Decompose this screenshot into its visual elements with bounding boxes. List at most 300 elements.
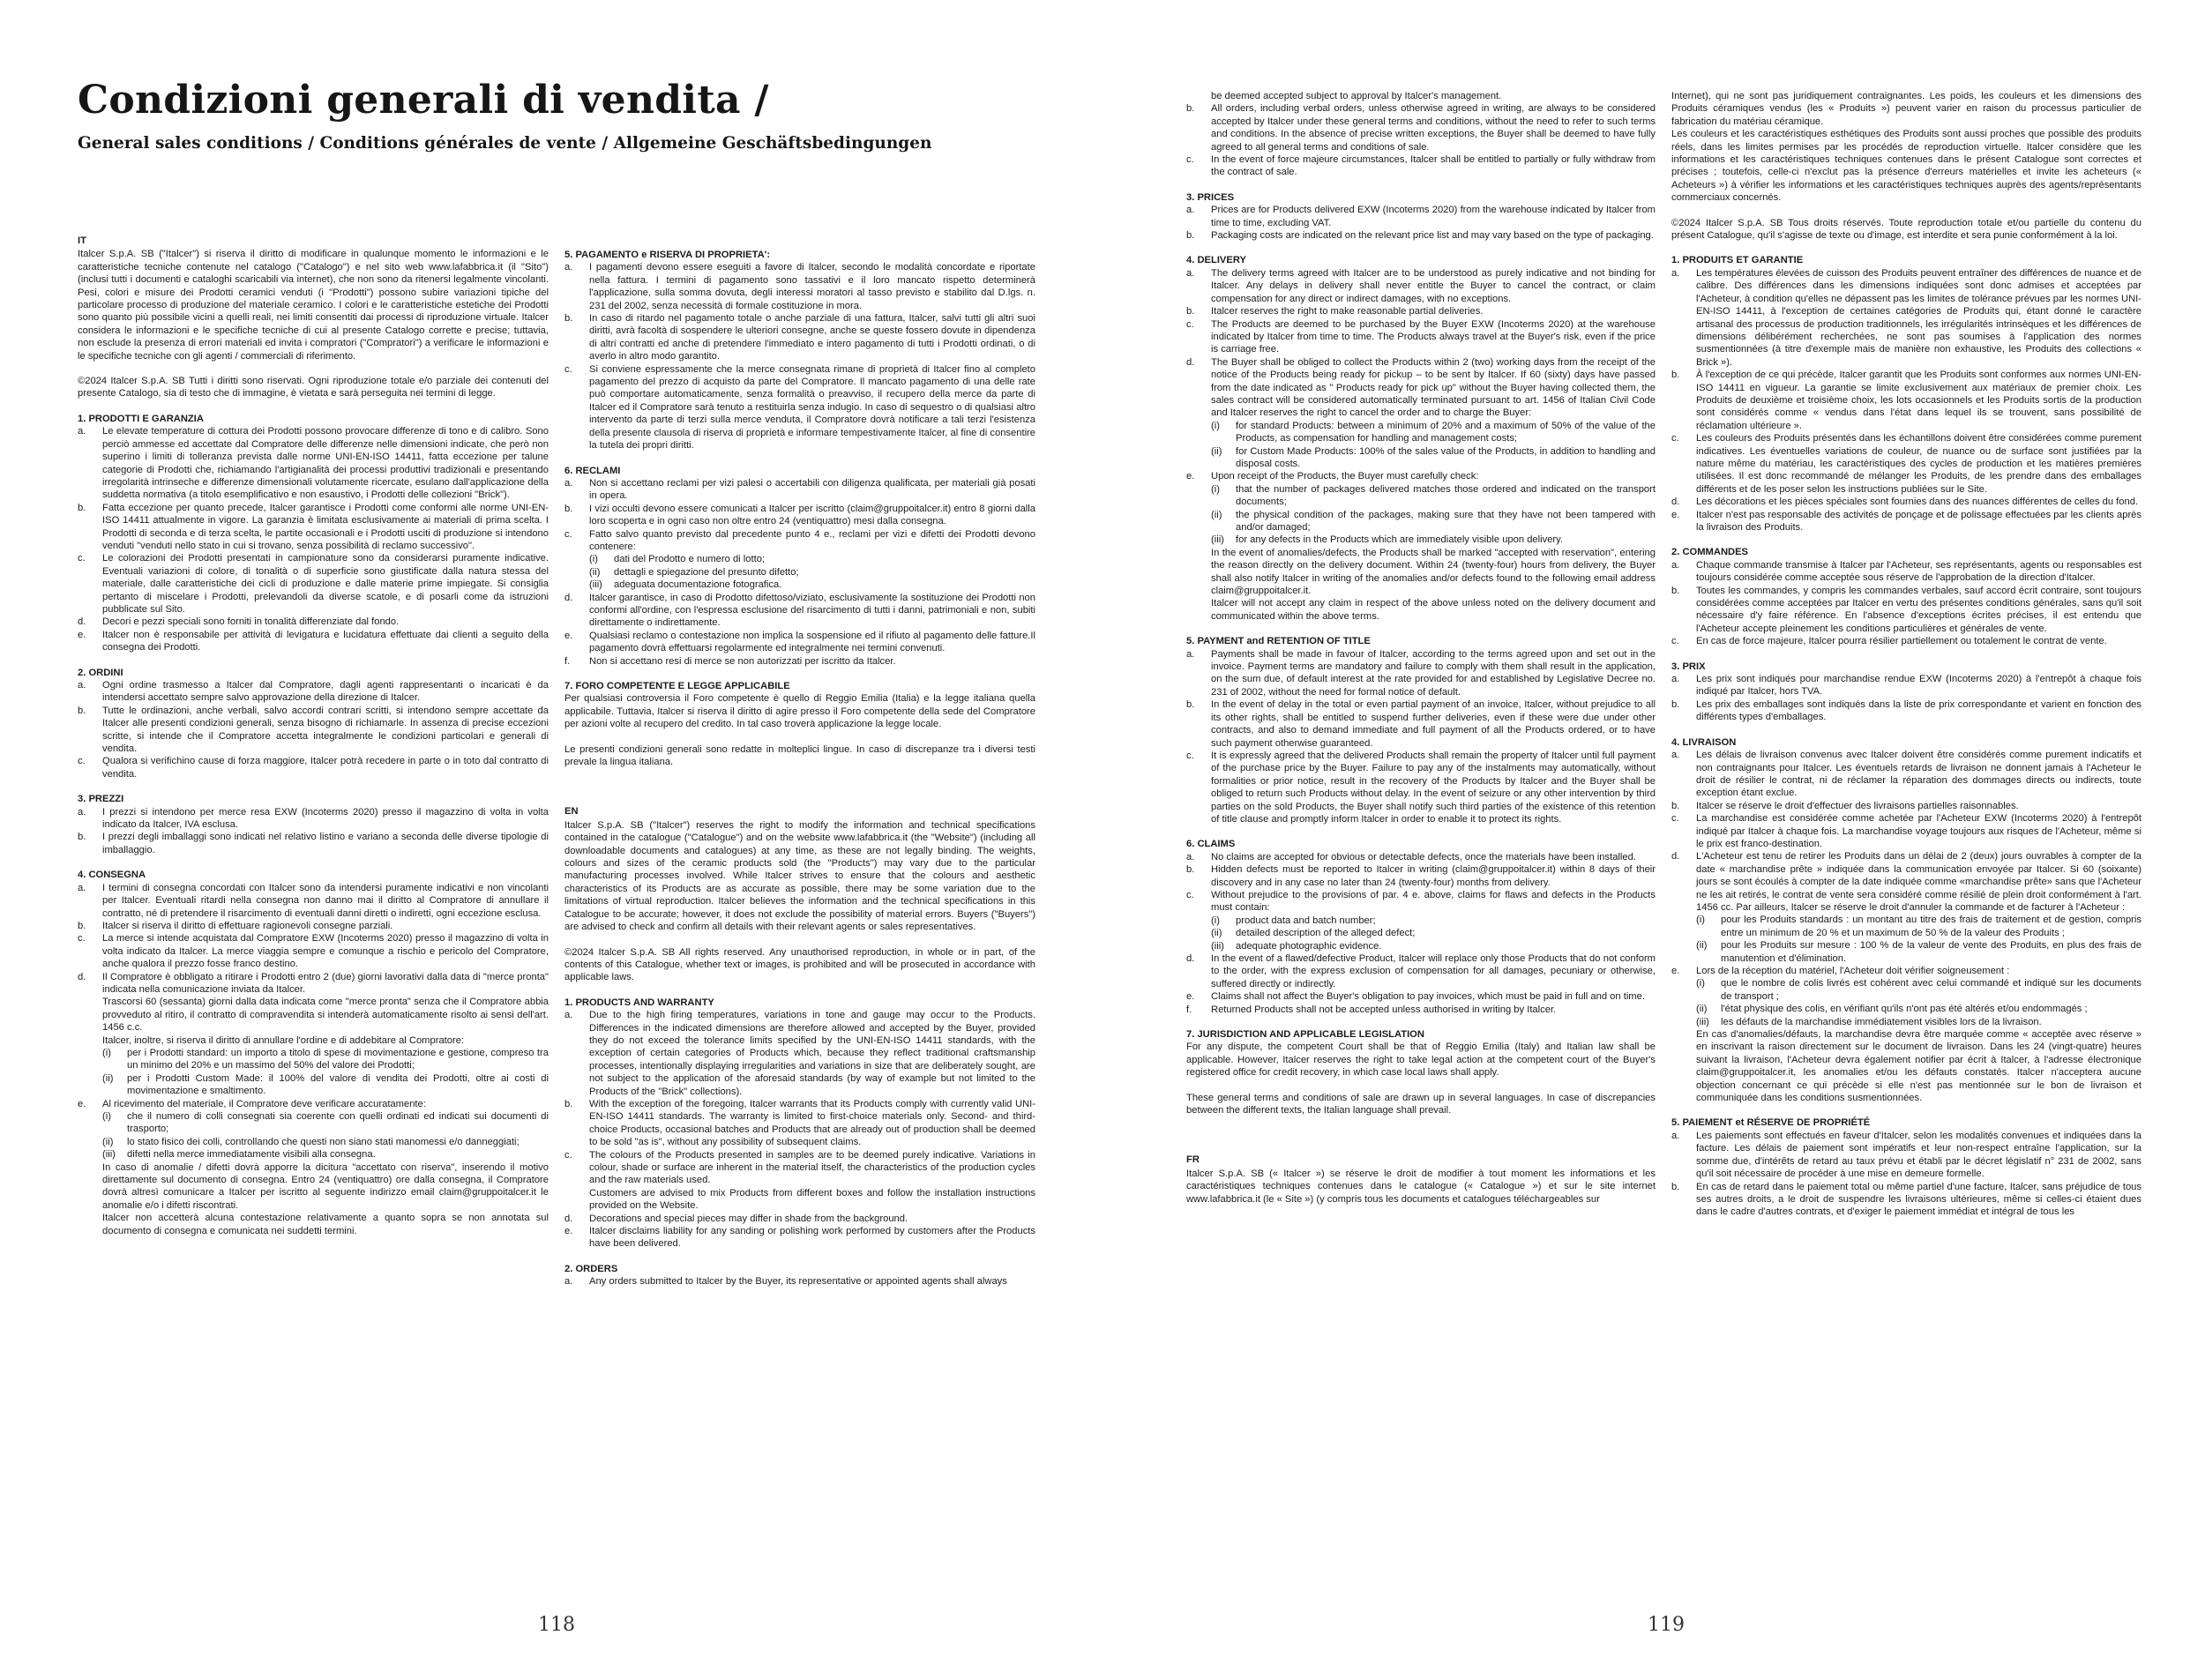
clause-label: (iii) <box>1211 534 1224 546</box>
clause-subitem <box>1211 509 1656 534</box>
clause-text: Fatta eccezione per quanto precede, Italcer garantisce i Prodotti come conformi alle norme UNI-EN-ISO 14411 attualmente in vigore. La garanzia è limitata esclusivamente ai materiali di prima scelta. I Prodotti di seconda e di terza scelta, le partite occasionali e i Prodotti usciti di produzione si intendono venduti "venduti nello stato in cui si trovano, senza possibilità di reclamo successivo". <box>102 502 549 551</box>
clause-text: les défauts de la marchandise immédiatement visibles lors de la livraison. <box>1721 1016 2042 1027</box>
clause-text: Al ricevimento del materiale, il Compratore deve verificare accuratamente: <box>102 1098 426 1109</box>
clause-text: Il Compratore è obbligato a ritirare i Prodotti entro 2 (due) giorni lavorativi dalla data di "merce pronta" indicata nella comunicazione inviata da Italcer. <box>102 971 549 995</box>
clause-text: Chaque commande transmise à Italcer par l'Acheteur, ses représentants, agents ou responsables est toujours considérée comme acceptée sous réserve de l'approbation de la direction d'Italcer. <box>1696 559 2141 584</box>
clause-label: a. <box>1186 205 1195 216</box>
clause-text: Les couleurs des Produits présentés dans les échantillons doivent être considérées comme purement indicatives. Les éventuelles variations de couleur, de nuance ou de surface sont justifiées par la nature même du matériau, les caractéristiques des cycles de production et les matières premières utilisées. Il est donc recommandé de mélanger les Produits, de les prendre dans des emballages différents et de les poser selon les instructions publiées sur le Site. <box>1696 433 2141 495</box>
text-column-1 <box>78 235 549 1637</box>
clause-item <box>1671 1181 2141 1219</box>
section-heading: 1. PRODOTTI E GARANZIA <box>78 413 204 424</box>
clause-text: The colours of the Products presented in samples are to be deemed purely indicative. Variations in colour, shade or surface are inherent in the material itself, the characteristics of the production cycles and the raw materials used. <box>589 1149 1035 1186</box>
clause-text: Lors de la réception du matériel, l'Acheteur doit vérifier soigneusement : <box>1696 966 2010 976</box>
clause-item <box>564 630 1035 655</box>
clause-text: Le colorazioni dei Prodotti presentati in campionature sono da considerarsi puramente indicative. Eventuali variazioni di colore, di tonalità o di superficie sono giustificate dalla natura stessa del materiale, dalle caratteristiche dei cicli di produzione e dalle materie prime impiegate. Si consiglia pertanto di miscelare i Prodotti, prelevandoli da diverse scatole, e di posarli come da istruzioni pubblicate sul Sito. <box>102 553 549 615</box>
clause-item <box>564 1225 1035 1251</box>
clause-text: All orders, including verbal orders, unless otherwise agreed in writing, are always to be considered accepted by Italcer under these general terms and conditions, without the need to refer to such terms and conditions. In the absence of precise written exceptions, the Buyer shall be deemed to have fully agreed to all general terms and conditions of sale. <box>1211 103 1656 153</box>
section-heading: 6. CLAIMS <box>1186 839 1236 850</box>
clause-item <box>1186 863 1656 889</box>
section-heading: 2. ORDINI <box>78 667 123 678</box>
clause-subitem <box>589 553 1035 565</box>
clause-text: En cas de force majeure, Italcer pourra résilier partiellement ou totalement le contrat de vente. <box>1696 636 2107 647</box>
clause-label: e. <box>78 629 86 640</box>
clause-item <box>1186 318 1656 356</box>
clause-label: (iii) <box>102 1149 116 1161</box>
clause-item <box>1186 1004 1656 1016</box>
clause-subitem <box>102 1136 549 1148</box>
clause-subitem <box>1696 1003 2141 1015</box>
clause-text: difetti nella merce immediatamente visibili alla consegna. <box>127 1149 376 1161</box>
clause-label: e. <box>1186 991 1195 1003</box>
clause-label: c. <box>1186 889 1194 900</box>
clause-label: c. <box>564 363 572 375</box>
clause-text: Upon receipt of the Products, the Buyer must carefully check: <box>1211 471 1479 482</box>
clause-label: a. <box>1186 851 1195 862</box>
clause-item <box>1186 990 1656 1003</box>
clause-item <box>78 806 549 832</box>
clause-label: (i) <box>1211 483 1220 495</box>
clause-label: (ii) <box>1696 1004 1708 1015</box>
clause-text: Tutte le ordinazioni, anche verbali, salvo accordi contrari scritti, si intendono sempre accettate da Italcer alle presenti condizioni generali, senza bisogno di richiamarle. In assenza di precise eccezioni scritte, si intende che il Compratore accetta integralmente le condizioni particolari e generali di vendita. <box>102 705 549 755</box>
clause-item <box>1671 635 2141 647</box>
paragraph: ©2024 Italcer S.p.A. SB Tutti i diritti sono riservati. Ogni riproduzione totale e/o parziale dei contenuti del presente Catalogo, sia di testo che di immagine, è vietata e sarà perseguita nei termini di legge. <box>78 376 549 399</box>
clause-text: Les décorations et les pièces spéciales sont fournies dans des nuances différentes de celles du fond. <box>1696 497 2139 508</box>
clause-label: b. <box>1671 370 1680 381</box>
text-column-3 <box>1186 90 1656 1638</box>
clause-continuation: In caso di anomalie / difetti dovrà apporre la dicitura "accettato con riserva", inserendo il motivo direttamente sul documento di consegna. Entro 24 (ventiquattro) ore dalla consegna, il Compratore dovrà altresì comunicare a Italcer per iscritto al seguente indirizzo email claim@gruppoitalcer.it le anomalie e/o i difetti riscontrati. <box>102 1161 549 1211</box>
clause-text: I prezzi si intendono per merce resa EXW (Incoterms 2020) presso il magazzino di volta in volta indicato da Italcer, IVA esclusa. <box>102 806 549 831</box>
clause-subitem <box>102 1072 549 1098</box>
clause-label: (ii) <box>589 566 601 578</box>
section-heading: 4. LIVRAISON <box>1671 736 1737 748</box>
page-number-right: 119 <box>1648 1614 1685 1636</box>
clause-label: c. <box>564 1149 572 1161</box>
spacer <box>564 768 1035 780</box>
clause-item <box>564 363 1035 452</box>
clause-label: c. <box>78 553 86 564</box>
section-heading: 2. ORDERS <box>564 1263 618 1274</box>
clause-label: b. <box>1671 1181 1680 1192</box>
section-heading: 3. PRIX <box>1671 661 1706 672</box>
clause-label: (i) <box>589 554 598 565</box>
clause-item <box>564 1098 1035 1149</box>
spacer <box>564 731 1035 743</box>
clause-text: Non si accettano resi di merce se non autorizzati per iscritto da Italcer. <box>589 655 896 667</box>
clause-text: Packaging costs are indicated on the relevant price list and may vary based on the type of packaging. <box>1211 230 1654 242</box>
clause-label: d. <box>1186 356 1195 368</box>
spacer <box>564 780 1035 793</box>
spacer <box>564 668 1035 680</box>
clause-subitem <box>1211 915 1656 927</box>
clause-item <box>1671 850 2141 914</box>
clause-subitem <box>102 1148 549 1161</box>
clause-label: a. <box>1671 674 1680 685</box>
clause-text: Italcer garantisce, in caso di Prodotto difettoso/viziato, esclusivamente la sostituzione dei Prodotti non conformi all'ordine, con l'espressa esclusione del risarcimento di tutti i danni, patrimoniali e non, subiti direttamente o indirettamente. <box>589 592 1035 629</box>
clause-item <box>1186 102 1656 153</box>
clause-continuation: Italcer, inoltre, si riserva il diritto di annullare l'ordine e di addebitare al Compratore: <box>102 1034 465 1046</box>
clause-label: d. <box>564 1213 573 1224</box>
clause-label: c. <box>1186 154 1194 166</box>
page-title: Condizioni generali di vendita / <box>78 78 769 123</box>
clause-label: e. <box>1671 966 1680 976</box>
clause-text: L'Acheteur est tenu de retirer les Produits dans un délai de 2 (deux) jours ouvrables à compter de la date « marchandise prête » indiquée dans la communication envoyée par Italcer. Si 60 (soixante) jours se sont écoulés à compter de la date indiquée comme «marchandise prête» sans que l'Acheteur ne les ait retirés, le contrat de vente sera considéré comme résilié de plein droit conformément à l'art. 1456 cc. Par ailleurs, Italcer se réserve le droit d'annuler la commande et de facturer à l'Acheteur : <box>1696 851 2141 913</box>
clause-label: a. <box>78 426 86 437</box>
clause-text: per i Prodotti Custom Made: il 100% del valore di vendita dei Prodotti, oltre ai costi di movimentazione e smaltimento. <box>127 1072 549 1097</box>
clause-label: f. <box>564 655 571 667</box>
clause-subitem <box>1696 939 2141 965</box>
clause-item <box>78 1098 549 1110</box>
clause-text: Returned Products shall not be accepted unless authorised in writing by Italcer. <box>1211 1004 1557 1015</box>
clause-item <box>78 616 549 628</box>
clause-label: d. <box>1671 851 1680 862</box>
clause-label: a. <box>564 1010 573 1021</box>
clause-text: Any orders submitted to Italcer by the Buyer, its representative or appointed agents shall always <box>589 1276 1007 1288</box>
spacer <box>1186 1079 1656 1092</box>
clause-label: c. <box>78 756 86 767</box>
clause-text: dettagli e spiegazione del presunto difetto; <box>614 566 799 578</box>
clause-text: En cas de retard dans le paiement total ou même partiel d'une facture, Italcer, sans préjudice de tous ses autres droits, a le droit de suspendre les livraisons ultérieures, même si celles-ci étaient dues dans le cadre d'autres contrats, et d'exiger le paiement immédiat et intégral de tous les <box>1696 1181 2141 1218</box>
clause-item <box>78 629 549 654</box>
clause-label: (iii) <box>589 579 602 591</box>
clause-item <box>1186 204 1656 229</box>
clause-text: Decorations and special pieces may differ in shade from the background. <box>589 1213 908 1224</box>
clause-subitem <box>1211 927 1656 939</box>
clause-subitem <box>1211 420 1656 445</box>
clause-text: que le nombre de colis livrés est cohérent avec celui commandé et indiqué sur les documents de transport ; <box>1721 978 2141 1002</box>
clause-item <box>564 1275 1035 1288</box>
clause-text: In the event of force majeure circumstances, Italcer shall be entitled to partially or fully withdraw from the contract of sale. <box>1211 154 1656 178</box>
clause-item <box>78 971 549 997</box>
language-label: EN <box>564 806 579 818</box>
clause-text: I termini di consegna concordati con Italcer sono da intendersi puramente indicativi e non vincolanti per Italcer. Eventuali ritardi nella consegna non danno mai il diritto al Compratore di annullare il contratto, né di pretendere il risarcimento di eventuali danni diretti o indiretti, ogni eccezione esclusa. <box>102 882 549 919</box>
paragraph: These general terms and conditions of sale are drawn up in several languages. In case of discrepancies between the different texts, the Italian language shall prevail. <box>1186 1092 1656 1116</box>
clause-item <box>1671 1130 2141 1181</box>
clause-label: d. <box>78 616 86 628</box>
section-heading: 7. JURISDICTION AND APPLICABLE LEGISLATION <box>1186 1029 1424 1041</box>
clause-label: c. <box>78 933 86 945</box>
spacer <box>1186 825 1656 838</box>
clause-label: (i) <box>1696 915 1705 926</box>
clause-item <box>564 528 1035 554</box>
clause-continuation: In the event of anomalies/defects, the Products shall be marked "accepted with reservation", entering the reason directly on the delivery document. Within 24 (twenty-four) hours from delivery, the Buyer shall also notify Italcer in writing of the anomalies and/or defects found to the following email address claim@gruppoitalcer.it. <box>1211 547 1656 597</box>
clause-subitem <box>1211 445 1656 471</box>
spacer <box>78 780 549 793</box>
clause-item <box>564 655 1035 668</box>
paragraph: Les couleurs et les caractéristiques esthétiques des Produits sont aussi proches que possible des produits réels, dans les limites permises par les procédés de reproduction virtuelle. Italcer considère que les informations et les caractéristiques techniques contenues dans le présent Catalogue sont correctes et précises ; toutefois, celle-ci n'exclut pas la présence d'erreurs matérielles et invite les acheteurs (« Acheteurs ») à vérifier les informations et les caractéristiques techniques auprès des agents/représentants commerciaux concernés. <box>1671 129 2141 204</box>
clause-label: a. <box>564 262 573 273</box>
section-heading: 1. PRODUITS ET GARANTIE <box>1671 255 1804 266</box>
clause-text: Qualsiasi reclamo o contestazione non implica la sospensione ed il rifiuto al pagamento delle fatture.Il pagamento dovrà effettuarsi regolarmente ed integralmente nei termini convenuti. <box>589 630 1035 654</box>
clause-text: the physical condition of the packages, making sure that they have not been tampered with and/or damaged; <box>1236 509 1656 533</box>
clause-label: a. <box>564 477 573 489</box>
clause-label: b. <box>564 1098 573 1109</box>
clause-text: Italcer n'est pas responsable des activités de ponçage et de polissage effectuées par les clients après la livraison des Produits. <box>1696 509 2141 533</box>
clause-label: a. <box>1186 267 1195 279</box>
section-heading: 1. PRODUCTS AND WARRANTY <box>564 997 714 1008</box>
spacer <box>1186 1141 1656 1154</box>
clause-text: dati del Prodotto e numero di lotto; <box>614 554 766 565</box>
clause-text: La merce si intende acquistata dal Compratore EXW (Incoterms 2020) presso il magazzino di volta in volta indicato da Italcer. La merce viaggia sempre e comunque a rischio e pericolo del Compratore, anche qualora il prezzo fosse franco destino. <box>102 933 549 970</box>
clause-text: adequate photographic evidence. <box>1236 940 1382 952</box>
clause-continuation: En cas d'anomalies/défauts, la marchandise devra être marquée comme « acceptée avec réserve » en inscrivant la raison directement sur le document de livraison. Dans les 24 (vingt-quatre) heures suivant la livraison, l'Acheteur devra également notifier par écrit à Italcer, à l'adresse électronique claim@gruppoitalcer.it, les anomalies et/ou les défauts constatés. Italcer n'acceptera aucune objection concernant ce qui précède si elle n'est pas mentionnée sur le bon de livraison et communiquée dans les conditions susmentionnées. <box>1696 1029 2141 1104</box>
clause-label: e. <box>1671 509 1680 520</box>
clause-subitem <box>102 1047 549 1072</box>
clause-label: b. <box>1186 864 1195 876</box>
spacer <box>78 362 549 375</box>
clause-label: a. <box>78 882 86 893</box>
clause-text: Without prejudice to the provisions of par. 4 e. above, claims for flaws and defects in the Products must contain: <box>1211 889 1656 914</box>
paragraph: ©2024 Italcer S.p.A. SB Tous droits réservés. Toute reproduction totale et/ou partielle du contenu du présent Catalogue, qu'il s'agisse de texte ou d'image, est interdite et sera punie conformément à la loi. <box>1671 217 2141 242</box>
section-heading: 2. COMMANDES <box>1671 547 1749 558</box>
clause-text: l'état physique des colis, en vérifiant qu'ils n'ont pas été altérés et/ou endommagés ; <box>1721 1004 2088 1015</box>
spacer <box>1186 1129 1656 1141</box>
clause-text: In the event of delay in the total or even partial payment of an invoice, Italcer, without prejudice to all its other rights, shall be entitled to suspend further deliveries, even if these were due under other contracts, and also to demand immediate and full payment of all the Products ordered, or to have such payment otherwise guaranteed. <box>1211 699 1656 749</box>
clause-item <box>78 882 549 920</box>
clause-label: a. <box>78 806 86 818</box>
spacer <box>1186 1116 1656 1129</box>
clause-label: d. <box>1186 953 1195 964</box>
clause-text: Hidden defects must be reported to Italcer in writing (claim@gruppoitalcer.it) within 8 days of their discovery and in any case no later than 24 (twenty-four) months from delivery. <box>1211 864 1656 888</box>
clause-text: In the event of a flawed/defective Product, Italcer will replace only those Products that do not conform to the order, with the express exclusion of compensation for all damages, pecuniary or otherwise, suffered directly or indirectly. <box>1211 953 1656 989</box>
clause-text: Non si accettano reclami per vizi palesi o accertabili con diligenza qualificata, per materiali già posati in opera. <box>589 477 1035 502</box>
clause-label: c. <box>1671 433 1679 444</box>
clause-continuation: Customers are advised to mix Products from different boxes and follow the installation instructions provided on the Website. <box>589 1187 1035 1212</box>
clause-text: detailed description of the alleged defect; <box>1236 928 1416 939</box>
clause-text: Italcer non è responsabile per attività di levigatura e lucidatura effettuate dai clienti a seguito della consegna dei Prodotti. <box>102 629 549 653</box>
clause-item <box>1671 559 2141 585</box>
clause-text: Italcer se réserve le droit d'effectuer des livraisons partielles raisonnables. <box>1696 800 2019 811</box>
clause-item <box>78 932 549 970</box>
clause-item <box>78 831 549 856</box>
clause-item <box>78 705 549 756</box>
section-heading: 7. FORO COMPETENTE E LEGGE APPLICABILE <box>564 681 790 691</box>
paragraph: Le presenti condizioni generali sono redatte in molteplici lingue. In caso di discrepanze tra i diversi testi prevale la lingua italiana. <box>564 743 1035 768</box>
clause-label: e. <box>564 630 573 641</box>
section-heading: 4. CONSEGNA <box>78 870 146 881</box>
clause-text: for standard Products: between a minimum of 20% and a maximum of 50% of the value of the Products, as compensation for handling and management costs; <box>1236 420 1656 444</box>
clause-continuation: Italcer will not accept any claim in respect of the above unless noted on the delivery document and communicated within the above terms. <box>1211 598 1656 622</box>
spacer <box>1186 242 1656 254</box>
paragraph: Italcer S.p.A. SB ("Italcer") reserves the right to modify the information and technical specifications contained in the catalogue ("Catalogue") and on the website www.lafabbrica.it (the "Website") (including all downloadable documents and catalogues) at any time, as these are not legally binding. The weights, colours and sizes of the ceramic products sold (the "Products") may vary due to the particular manufacturing processes involved. While Italcer strives to ensure that the colours and aesthetic characteristics of its Products are as accurate as possible, there may be some variation due to the limitations of virtual reproduction. Italcer believes the information and the technical specifications in this Catalogue to be accurate; however, it does not exclude the possibility of material errors. Buyers ("Buyers") are advised to check and confirm all details with their relevant agents or sales representatives. <box>564 819 1035 933</box>
clause-label: b. <box>1671 800 1680 811</box>
clause-label: (ii) <box>1211 509 1222 520</box>
clause-text: lo stato fisico dei colli, controllando che questi non siano stati manomessi e/o danneggiati; <box>127 1136 519 1147</box>
clause-label: (ii) <box>102 1136 114 1147</box>
clause-item <box>564 1009 1035 1098</box>
clause-text: Les délais de livraison convenus avec Italcer doivent être considérés comme purement indicatifs et non contraignants pour Italcer. Les éventuels retards de livraison ne donnent jamais à l'Acheteur le droit de résilier le contrat, ni de réclamer la réparation des dommages directs ou indirects, toute exception étant exclue. <box>1696 750 2141 799</box>
clause-text: che il numero di colli consegnati sia coerente con quelli ordinati ed indicati sui documenti di trasporto; <box>127 1111 549 1135</box>
clause-label: a. <box>78 680 86 691</box>
clause-subitem <box>1696 977 2141 1003</box>
clause-subitem <box>1211 534 1656 546</box>
clause-text: product data and batch number; <box>1236 915 1376 926</box>
spacer <box>78 654 549 667</box>
clause-label: b. <box>1671 698 1680 710</box>
clause-item <box>1186 889 1656 915</box>
clause-item <box>1671 496 2141 508</box>
clause-text: Italcer disclaims liability for any sanding or polishing work performed by customers after the Products have been delivered. <box>589 1226 1035 1250</box>
clause-label: b. <box>564 313 573 325</box>
clause-text: that the number of packages delivered matches those ordered and indicated on the transport documents; <box>1236 483 1656 508</box>
clause-text: pour les Produits standards : un montant au titre des frais de traitement et de gestion, compris entre un minimum de 20 % et un maximum de 50 % de la valeur des Produits ; <box>1721 915 2141 938</box>
clause-text: Les paiements sont effectués en faveur d'Italcer, selon les modalités convenues et indiquées dans la facture. Les délais de paiement sont impératifs et leur non-respect entraîne l'application, sur la somme due, d'intérêts de retard au taux prévu et établi par le décret législatif n° 231 de 2002, sans qu'il soit nécessaire de procéder à une mise en demeure formelle. <box>1696 1130 2141 1180</box>
text-column-2 <box>564 249 1035 1638</box>
clause-item <box>1671 965 2141 977</box>
clause-text: I prezzi degli imballaggi sono indicati nel relativo listino e variano a seconda delle diverse tipologie di imballaggio. <box>102 832 549 855</box>
clause-label: (i) <box>1211 915 1220 926</box>
clause-text: It is expressly agreed that the delivered Products shall remain the property of Italcer until full payment of the purchase price by the Buyer. Failure to pay any of the instalments may automatically, without formalities or prior notice, result in the recovery of the Products by Italcer and the Buyer shall be obliged to return such Products without delay. In the event of seizure or any other intervention by third parties on the sold Products, the Buyer shall notify such third parties of the existence of this retention of title clause and promptly inform Italcer in order to enable it to protect its rights. <box>1211 750 1656 825</box>
clause-label: d. <box>1671 497 1680 508</box>
clause-subitem <box>1211 483 1656 509</box>
clause-text: Due to the high firing temperatures, variations in tone and gauge may occur to the Products. Differences in the indicated dimensions are therefore allowed and accepted by the Buyer, provided they do not exceed the tolerance limits specified by the UNI-EN-ISO 14411 standards, with the exception of certain categories of Products which, because they reflect traditional craftsmanship processes, intentionally displaying irregularities and variations in size that are deliberately sought, are not subject to the application of the aforesaid standards (by way of example but not limited to the Products of the "Brick" collections). <box>589 1010 1035 1097</box>
clause-text: per i Prodotti standard: un importo a titolo di spese di movimentazione e gestione, compreso tra un minimo del 20% e un massimo del 50% del valore dei Prodotti; <box>127 1047 549 1071</box>
spacer <box>1186 623 1656 635</box>
clause-item <box>1186 750 1656 825</box>
paragraph: Italcer S.p.A. SB ("Italcer") si riserva il diritto di modificare in qualunque momento le informazioni e le caratteristiche tecniche contenute nel catalogo ("Catalogo") e nel sito web www.lafabbrica.it (il "Sito") (inclusi tutti i documenti e cataloghi scaricabili via internet), che non sono da ritenersi legalmente vincolanti. Pesi, colori e misure dei Prodotti ceramici venduti (i "Prodotti") possono subire variazioni tipiche del particolare processo di produzione del materiale ceramico. I colori e le caratteristiche estetiche dei Prodotti sono quanto più possibile vicini a quelli reali, nei limiti consentiti dai processi di riproduzione virtuale. Italcer considera le informazioni e le specifiche tecniche di cui al presente Catalogo corrette e precise; tuttavia, non esclude la presenza di errori materiali ed invita i compratori ("Compratori") a verificare le informazioni e le specifiche tecniche con gli agenti / commerciali di riferimento. <box>78 249 549 362</box>
clause-text: for Custom Made Products: 100% of the sales value of the Products, in addition to handling and disposal costs. <box>1236 445 1656 469</box>
clause-item <box>1186 851 1656 863</box>
spacer <box>1671 534 2141 546</box>
clause-item <box>78 425 549 501</box>
clause-item <box>1186 470 1656 482</box>
paragraph: Internet), qui ne sont pas juridiquement contraignantes. Les poids, les couleurs et les dimensions des Produits céramiques vendus (les « Produits ») peuvent varier en raison du processus particulier de fabrication du matériau céramique. <box>1671 91 2141 127</box>
clause-item <box>564 477 1035 503</box>
clause-item <box>1186 267 1656 305</box>
clause-item <box>564 592 1035 630</box>
clause-text: Prices are for Products delivered EXW (Incoterms 2020) from the warehouse indicated by Italcer from time to time, excluding VAT. <box>1211 205 1656 228</box>
language-label: FR <box>1186 1154 1200 1166</box>
clause-label: a. <box>564 1276 573 1288</box>
clause-label: (ii) <box>1696 940 1708 952</box>
clause-text: Toutes les commandes, y compris les commandes verbales, sauf accord écrit contraire, sont toujours considérées comme acceptées par Italcer en vertu des présentes conditions générales, sans qu'il soit nécessaire d'y faire référence. En l'absence d'exceptions écrites précises, il est entendu que l'Acheteur accepte pleinement les conditions particulières et générales de vente. <box>1696 585 2141 634</box>
spacer <box>564 452 1035 465</box>
clause-item <box>564 503 1035 528</box>
spacer <box>78 400 549 413</box>
section-heading: 5. PAGAMENTO e RISERVA DI PROPRIETA': <box>564 250 771 260</box>
clause-label: (i) <box>1211 420 1220 431</box>
section-heading: 6. RECLAMI <box>564 465 621 476</box>
clause-label: a. <box>1186 648 1195 660</box>
clause-label: c. <box>1186 318 1194 330</box>
spacer <box>1671 648 2141 661</box>
clause-item <box>1671 267 2141 369</box>
clause-label: e. <box>78 1098 86 1109</box>
clause-text: pour les Produits sur mesure : 100 % de la valeur de vente des Produits, en plus des frais de manutention et d'élimination. <box>1721 940 2141 964</box>
clause-item <box>78 502 549 553</box>
clause-label: b. <box>1186 103 1195 115</box>
spacer <box>1671 242 2141 254</box>
page-number-left: 118 <box>538 1614 575 1636</box>
clause-item <box>1671 509 2141 534</box>
clause-item <box>564 1213 1035 1225</box>
clause-label: b. <box>564 503 573 514</box>
spacer <box>564 984 1035 997</box>
clause-text: Qualora si verifichino cause di forza maggiore, Italcer potrà recedere in parte o in toto dal contratto di vendita. <box>102 756 549 780</box>
clause-item <box>564 1149 1035 1187</box>
clause-subitem <box>102 1110 549 1136</box>
clause-text: Italcer reserves the right to make reasonable partial deliveries. <box>1211 306 1484 317</box>
clause-label: b. <box>78 920 86 931</box>
clause-text: Ogni ordine trasmesso a Italcer dal Compratore, dagli agenti rappresentanti o incaricati è da intendersi accettato sempre salvo approvazione della direzione di Italcer. <box>102 680 549 704</box>
clause-item <box>1186 952 1656 990</box>
clause-text: No claims are accepted for obvious or detectable defects, once the materials have been installed. <box>1211 851 1636 862</box>
clause-text: In caso di ritardo nel pagamento totale o anche parziale di una fattura, Italcer, salvi tutti gli altri suoi diritti, avrà facoltà di sospendere le ulteriori consegne, anche se queste fossero dovute in dipendenza di altri contratti ed anche di pretendere l'immediato e intero pagamento di tutti i Prodotti ordinati, o di averlo in altro modo garantito. <box>589 313 1035 362</box>
clause-label: b. <box>1186 306 1195 317</box>
clause-subitem <box>589 579 1035 591</box>
clause-item <box>78 679 549 705</box>
clause-item <box>78 755 549 780</box>
clause-label: b. <box>78 502 86 513</box>
clause-subitem <box>1211 940 1656 952</box>
clause-item <box>78 552 549 616</box>
clause-label: f. <box>1186 1004 1192 1015</box>
clause-label: (i) <box>102 1047 111 1058</box>
clause-label: c. <box>564 528 572 540</box>
clause-label: (iii) <box>1696 1016 1709 1027</box>
clause-label: a. <box>1671 1130 1680 1141</box>
clause-label: a. <box>1671 559 1680 571</box>
clause-text: Fatto salvo quanto previsto dal precedente punto 4 e., reclami per vizi e difetti dei Prodotti devono contenere: <box>589 528 1035 552</box>
clause-text: The Products are deemed to be purchased by the Buyer EXW (Incoterms 2020) at the warehouse indicated by Italcer from time to time. The Products always travel at the Buyer's risk, even if the price is carriage free. <box>1211 318 1656 355</box>
clause-label: c. <box>1671 636 1679 647</box>
paragraph: Italcer S.p.A. SB (« Italcer ») se réserve le droit de modifier à tout moment les informations et les caractéristiques techniques contenues dans le catalogue (« Catalogue ») et sur le site internet www.lafabbrica.it (le « Site ») (y compris tous les documents et catalogues téléchargeables sur <box>1186 1168 1656 1205</box>
clause-label: (i) <box>1696 978 1705 989</box>
spacer <box>78 856 549 869</box>
section-heading: 3. PRICES <box>1186 191 1235 203</box>
clause-continuation: be deemed accepted subject to approval by Italcer's management. <box>1211 91 1502 101</box>
clause-item <box>564 312 1035 363</box>
paragraph: ©2024 Italcer S.p.A. SB All rights reserved. Any unauthorised reproduction, in whole or in part, of the contents of this Catalogue, whether text or images, is prohibited and will be prosecuted in accordance with applicable laws. <box>564 946 1035 983</box>
clause-item <box>1186 648 1656 699</box>
clause-label: a. <box>1671 267 1680 279</box>
clause-label: c. <box>1671 813 1679 825</box>
clause-item <box>78 920 549 932</box>
clause-label: b. <box>1186 699 1195 711</box>
clause-item <box>564 261 1035 312</box>
language-label: IT <box>78 235 86 246</box>
clause-text: The delivery terms agreed with Italcer are to be understood as purely indicative and not binding for Italcer. Any delays in delivery shall never entitle the Buyer to cancel the contract, or claim compensation for any direct or indirect damages, with no exceptions. <box>1211 267 1656 304</box>
clause-continuation: Italcer non accetterà alcuna contestazione relativamente a quanto sopra se non annotata sul documento di consegna e comunicata nei suddetti termini. <box>102 1213 549 1236</box>
clause-item <box>1671 812 2141 850</box>
clause-item <box>1186 229 1656 242</box>
clause-label: b. <box>78 705 86 716</box>
clause-item <box>1671 698 2141 724</box>
clause-label: (ii) <box>1211 445 1222 457</box>
clause-text: La marchandise est considérée comme achetée par l'Acheteur EXW (Incoterms 2020) à l'entrepôt indiqué par Italcer à chaque fois. La marchandise voyage toujours aux risques de l'Acheteur, même si le prix est franco-destination. <box>1696 813 2141 849</box>
clause-label: (i) <box>102 1111 111 1122</box>
clause-subitem <box>589 566 1035 579</box>
clause-text: Les prix des emballages sont indiqués dans la liste de prix correspondante et varient en fonction des différents types d'emballages. <box>1696 698 2141 723</box>
paragraph: Per qualsiasi controversia il Foro competente è quello di Reggio Emilia (Italia) e la legge italiana quella applicabile. Tuttavia, Italcer si riserva il diritto di agire presso il Foro competente della sede del Compratore per azioni volte al recupero del credito. In tal caso troverà applicazione la legge locale. <box>564 693 1035 730</box>
section-heading: 5. PAIEMENT et RÉSERVE DE PROPRIÉTÉ <box>1671 1117 1871 1129</box>
clause-label: c. <box>1186 750 1194 761</box>
section-heading: 3. PREZZI <box>78 794 124 805</box>
clause-label: (ii) <box>102 1072 114 1084</box>
clause-item <box>1671 673 2141 698</box>
clause-subitem <box>1696 914 2141 939</box>
clause-item <box>1671 749 2141 800</box>
clause-text: Le elevate temperature di cottura dei Prodotti possono provocare differenze di tono e di calibro. Sono perciò ammesse ed accettate dal Compratore delle differenze nelle dimensioni indicate, che però non superino i limiti di tolleranza prevista dalle norme UNI-EN-ISO 14411, fatta eccezione per talune categorie di Prodotti che, richiamando l'artigianalità dei processi produttivi tradizionali e presentando irregolarità intrinseche e differenze dimensionali volutamente ricercate, esulano dall'applicazione della suddetta normativa (a titolo esemplificativo e non esaustivo, i Prodotti delle collezioni "Brick"). <box>102 426 549 501</box>
clause-text: The Buyer shall be obliged to collect the Products within 2 (two) working days from the receipt of the notice of the Products being ready for pickup – to be sent by Italcer. If 60 (sixty) days have passed from the date indicated as " Products ready for pick up" without the Buyer having collected them, the sales contract will be considered automatically terminated pursuant to art. 1456 of Italian Civil Code and Italcer reserves the right to cancel the order and to charge the Buyer: <box>1211 356 1656 419</box>
clause-text: With the exception of the foregoing, Italcer warrants that its Products comply with currently valid UNI-EN-ISO 14411 standards. The warranty is limited to first-choice materials only. Second- and third-choice Products, occasional batches and Products that are already out of production shall be deemed to be sold "as is", without any possibility of subsequent claims. <box>589 1098 1035 1148</box>
clause-label: (iii) <box>1211 940 1224 952</box>
clause-label: (ii) <box>1211 928 1222 939</box>
clause-text: for any defects in the Products which are immediately visible upon delivery. <box>1236 534 1564 546</box>
spacer <box>1186 1016 1656 1028</box>
clause-label: b. <box>78 832 86 843</box>
clause-text: I pagamenti devono essere eseguiti a favore di Italcer, secondo le modalità concordate e riportate nella fattura. I termini di pagamento sono tassativi e il loro mancato rispetto determinerà l'applicazione, sulla somma dovuta, degli interessi moratori al tasso previsto e stabilito dal D.lgs. n. 231 del 2002, senza necessità di formale costituzione in mora. <box>589 262 1035 311</box>
clause-text: Payments shall be made in favour of Italcer, according to the terms agreed upon and set out in the invoice. Payment terms are mandatory and failure to comply with them shall result in the application, on the sum due, of default interest at the rate provided for and established by Legislative Decree no. 231 of 2002, without the need for formal notice of default. <box>1211 648 1656 698</box>
